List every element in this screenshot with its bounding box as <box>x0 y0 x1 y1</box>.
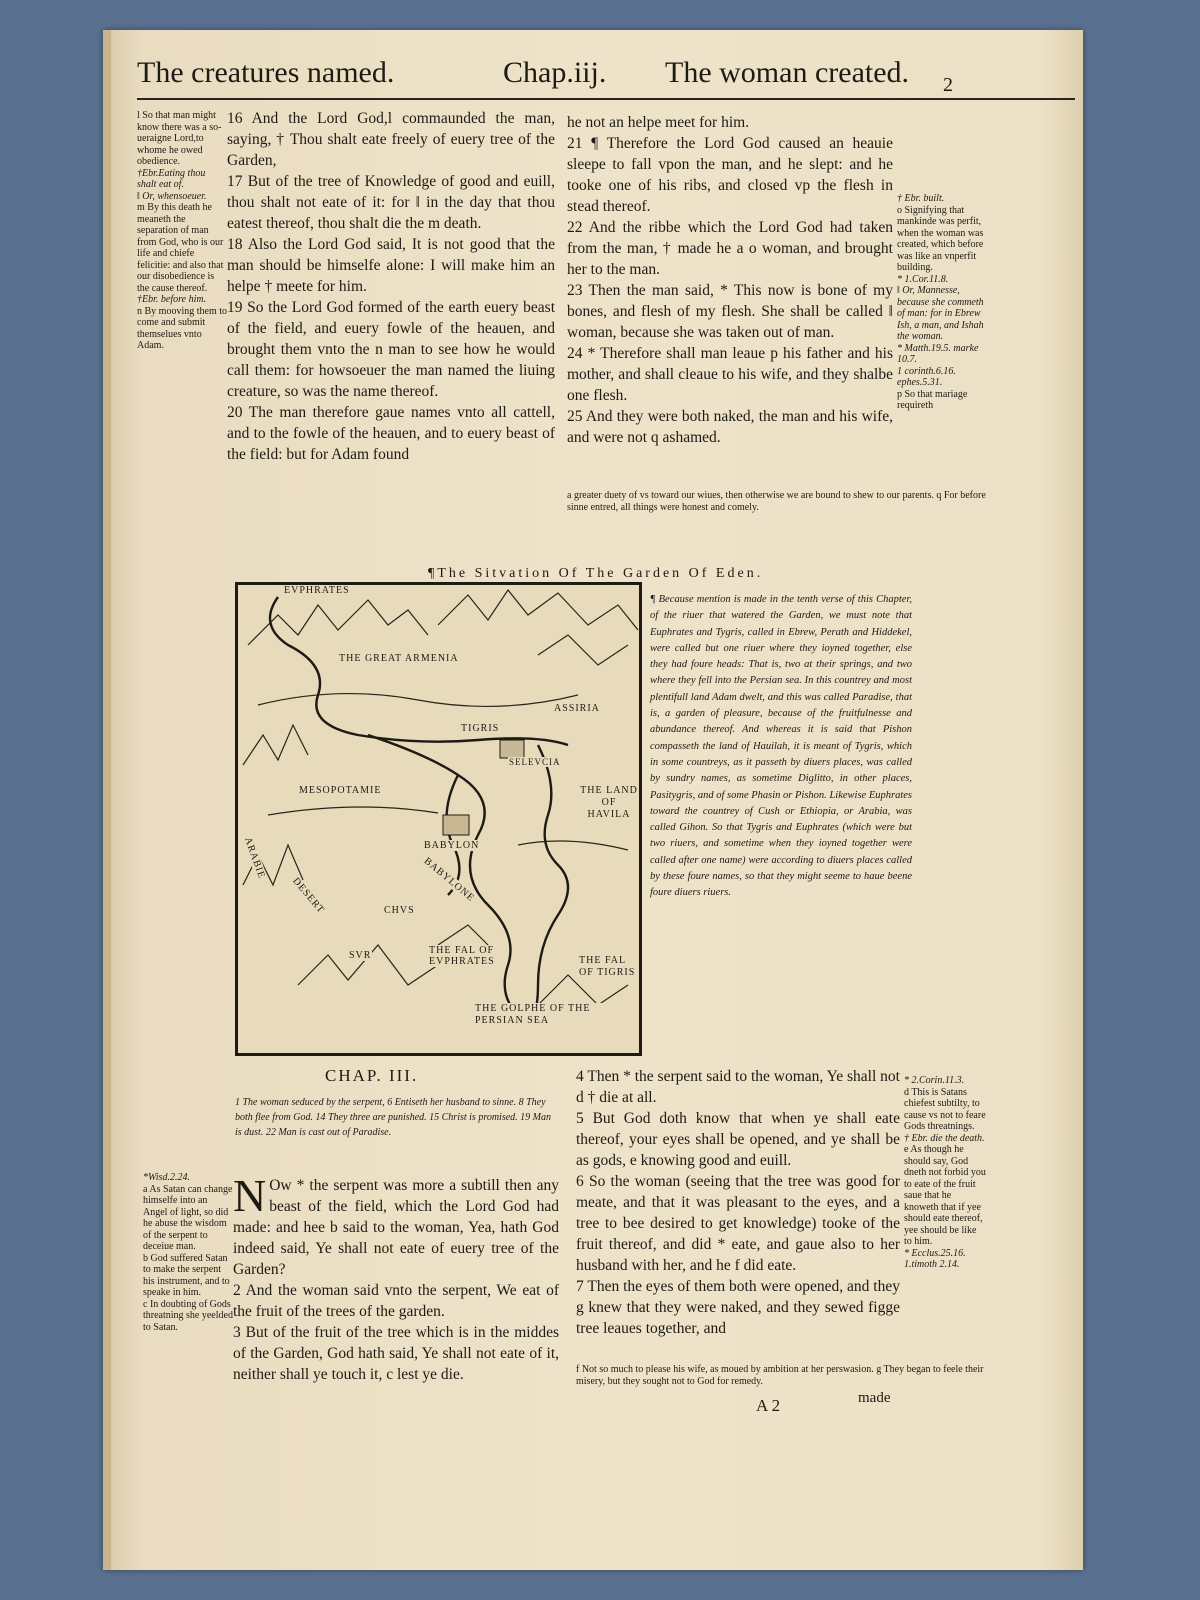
map-label-desert: DESERT <box>290 875 327 916</box>
map-label-golphe: THE GOLPHE OF THE PERSIAN SEA <box>474 1003 606 1027</box>
top-column-1 <box>227 108 555 465</box>
map-label-euphrates: EVPHRATES <box>284 585 350 596</box>
catchword: made <box>858 1390 891 1406</box>
top-column-2 <box>567 112 893 448</box>
margin-note: † Ebr. built. <box>897 193 945 204</box>
margin-note: † Ebr. die the death. <box>904 1132 985 1144</box>
top-margin-notes-left <box>137 110 227 352</box>
map-title: ¶The Sitvation Of The Garden Of Eden. <box>428 566 764 581</box>
map-label-sur: SVR <box>349 950 372 961</box>
garden-of-eden-map <box>235 582 642 1056</box>
verse: 16 And the Lord God,l commaunded the man, saying, † Thou shalt eate freely of euery tree of the Garden, <box>227 110 555 169</box>
verse: 21 ¶ Therefore the Lord God caused an heauie sleepe to fall vpon the man, and he slept: and he tooke one of his ribs, and closed vp the flesh in stead thereof. <box>567 135 893 215</box>
map-label-babylon: BABYLON <box>424 840 480 851</box>
margin-note: *Wisd.2.24. <box>143 1172 190 1183</box>
margin-note: * Ecclus.25.16. <box>904 1247 966 1259</box>
map-label-havila: THE LAND OF HAVILA <box>578 785 640 821</box>
map-label-seleucia: SELEVCIA <box>509 757 561 767</box>
header-rule <box>137 98 1075 100</box>
margin-note: l So that man might know there was a so-ueraigne Lord,to whome he owed obedience. <box>137 110 222 167</box>
margin-note: m By this death he meaneth the separation of man from God, who is our life and chiefe felicitie: and also that our disobedience is the cause thereof. <box>137 202 224 294</box>
verse: 20 The man therefore gaue names vnto all cattell, and to the fowle of the heauen, and to euery beast of the field: but for Adam found <box>227 404 555 463</box>
drop-capital: N <box>233 1170 267 1221</box>
verse: 7 Then the eyes of them both were opened, and they g knew that they were naked, and they sewed figge tree leaues together, and <box>576 1278 900 1337</box>
verse: 5 But God doth know that when ye shall eate thereof, your eyes shall be opened, and ye shall be as gods, e knowing good and euill. <box>576 1110 900 1169</box>
verse: 25 And they were both naked, the man and his wife, and were not q ashamed. <box>567 408 893 446</box>
verse: 2 And the woman said vnto the serpent, We eat of the fruit of the trees of the garden. <box>233 1282 559 1320</box>
page-number: 2 <box>943 74 953 96</box>
verse: 3 But of the fruit of the tree which is in the middes of the Garden, God hath said, Ye shall not eate of it, neither shall ye touch it, c lest ye die. <box>233 1324 559 1383</box>
verse: Ow * the serpent was more a subtill then any beast of the field, which the Lord God had made: and hee b said to the woman, Yea, hath God indeed said, Ye shall not eate of euery tree of the Garden? <box>233 1177 559 1278</box>
chapter-margin-notes-left <box>143 1172 233 1333</box>
margin-note: ‖ Or, whensoeuer. <box>137 190 207 202</box>
margin-note: * Matth.19.5. marke 10.7. <box>897 342 979 365</box>
margin-note: b God suffered Satan to make the serpent his instrument, and to speake in him. <box>143 1252 230 1298</box>
running-head-right: The woman created. <box>665 56 910 89</box>
margin-note: ‖ Or, Mannesse, because she commeth of man: for in Ebrew Ish, a man, and Ishah the woman. <box>897 285 984 342</box>
chapter-column-1 <box>233 1170 559 1385</box>
verse: 4 Then * the serpent said to the woman, Ye shall not d † die at all. <box>576 1068 900 1106</box>
margin-note: p So that mariage requireth <box>897 388 968 411</box>
top-margin-notes-right <box>897 193 987 412</box>
margin-note: c In doubting of Gods threatning she yeelded to Satan. <box>143 1298 233 1333</box>
top-footnote: a greater duety of vs toward our wiues, then otherwise we are bound to shew to our parents. q For before sinne entred, all things were honest and comely. <box>567 490 986 513</box>
map-legend: ¶ Because mention is made in the tenth verse of this Chapter, of the riuer that watered the Garden, we must note that Euphrates and Tygris, called in Ebrew, Perath and Hiddekel, were called but one riuer where they ioyned together, else they had foure heads: That is, two at their springs, and two where they fell into the Persian sea. In this countrey and most plentifull land Adam dwelt, and this was called Paradise, that is, a garden of pleasure, because of the fruitfulnesse and abundance thereof. And whereas it is said that Pishon compasseth the land of Hauilah, it is meant of Tygris, which in some countreys, as it passeth by diuers places, was called by sundry names, as sometime Diglitto, in other places, Pasitygris, and of some Phasin or Pishon. Likewise Euphrates toward the countrey of Cush or Ethiopia, or Arabia, was called Gihon. So that Tygris and Euphrates (which were but two riuers, and sometime when they ioyned together were called after one name) were according to diuers places called by these foure names, so that they might seeme to haue beene foure diuers riuers. <box>650 594 912 899</box>
verse: 6 So the woman (seeing that the tree was good for meate, and that it was pleasant to the eyes, and a tree to bee desired to get knowledge) tooke of the fruit thereof, and did * eate, and gaue also to her husband with her, and he f did eate. <box>576 1173 900 1274</box>
margin-note: * 1.Cor.11.8. <box>897 273 949 285</box>
signature-mark: A 2 <box>756 1396 781 1415</box>
chapter-label: Chap.iij. <box>503 56 607 89</box>
margin-note: †Ebr.Eating thou shalt eat of. <box>137 167 206 190</box>
map-label-babylone: BABYLONE <box>421 855 477 905</box>
margin-note: n By mooving them to come and submit themselues vnto Adam. <box>137 305 227 351</box>
map-label-armenia: THE GREAT ARMENIA <box>339 653 459 664</box>
margin-note: 1 corinth.6.16. ephes.5.31. <box>897 365 956 388</box>
map-label-fal-euphrates: THE FAL OF EVPHRATES <box>428 945 502 967</box>
margin-note: 1.timoth 2.14. <box>904 1259 960 1270</box>
verse: 22 And the ribbe which the Lord God had taken from the man, † made he a o woman, and brought her to the man. <box>567 219 893 278</box>
chapter-heading: CHAP. III. <box>325 1066 419 1085</box>
margin-note: †Ebr. before him. <box>137 294 207 305</box>
verse: 17 But of the tree of Knowledge of good and euill, thou shalt not eate of it: for ‖ in the day that thou eatest thereof, thou shalt die the m death. <box>227 173 555 232</box>
margin-note: a As Satan can change himselfe into an Angel of light, so did he abuse the wisdom of the serpent to deceiue man. <box>143 1183 233 1252</box>
chapter-summary: 1 The woman seduced by the serpent, 6 Entiseth her husband to sinne. 8 They both flee from God. 14 They three are punished. 15 Christ is promised. 19 Man is dust. 22 Man is cast out of Paradise. <box>235 1097 551 1138</box>
verse: 18 Also the Lord God said, It is not good that the man should be himselfe alone: I will make him an helpe † meete for him. <box>227 236 555 295</box>
map-label-arabie: ARABIE <box>242 835 268 881</box>
map-label-chus: CHVS <box>384 905 415 916</box>
map-label-tigris: TIGRIS <box>461 723 500 734</box>
verse: he not an helpe meet for him. <box>567 114 750 131</box>
margin-note: d This is Satans chiefest subtilty, to cause vs not to feare Gods threatnings. <box>904 1086 986 1132</box>
verse: 19 So the Lord God formed of the earth euery beast of the field, and euery fowle of the heauen, and brought them vnto the n man to see how he would call them: for howsoeuer the man named the liuing creature, so was the name thereof. <box>227 299 555 400</box>
chapter-margin-notes-right <box>904 1075 986 1271</box>
map-label-mesopotamia: MESOPOTAMIE <box>299 785 382 796</box>
margin-note: e As though he should say, God dneth not forbid you to eate of the fruit saue that he knoweth that if yee should eate thereof, yee should be like to him. <box>904 1144 986 1247</box>
chapter-column-2 <box>576 1066 900 1339</box>
chapter-footnote: f Not so much to please his wife, as moued by ambition at her perswasion. g They began to feele their misery, but they sought not to God for remedy. <box>576 1364 984 1387</box>
verse: 24 * Therefore shall man leaue p his father and his mother, and shall cleaue to his wife, and they shalbe one flesh. <box>567 345 893 404</box>
margin-note: o Signifying that mankinde was perfit, when the woman was created, which before was like an vnperfit building. <box>897 204 984 273</box>
running-head-left: The creatures named. <box>137 56 395 89</box>
verse: 23 Then the man said, * This now is bone of my bones, and flesh of my flesh. She shall be called ‖ woman, because she was taken out of man. <box>567 282 893 341</box>
margin-note: * 2.Corin.11.3. <box>904 1075 965 1086</box>
map-label-assiria: ASSIRIA <box>554 703 600 714</box>
map-label-fal-tigris: THE FAL OF TIGRIS <box>578 955 638 979</box>
